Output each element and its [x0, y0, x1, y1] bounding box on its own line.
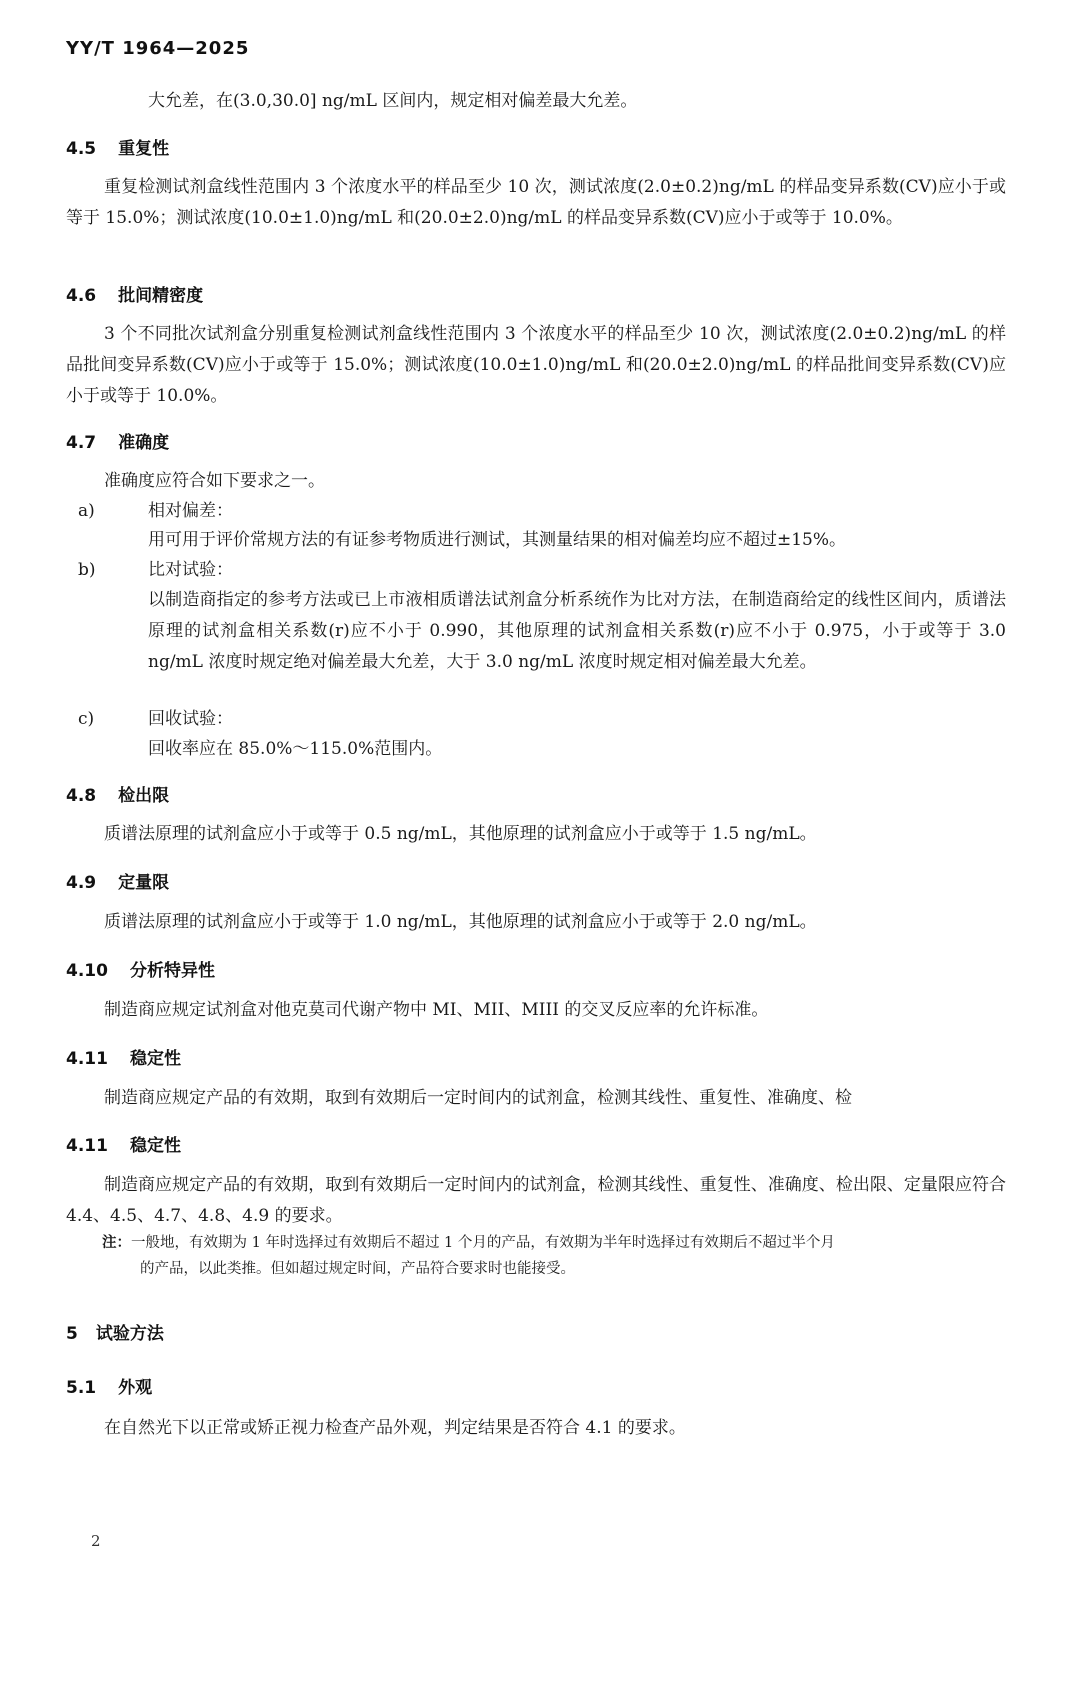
note-line-2: 的产品，以此类推。但如超过规定时间，产品符合要求时也能接受。: [140, 1261, 575, 1277]
section-number: 4.11: [66, 1136, 108, 1156]
section-body-4-11: 制造商应规定产品的有效期，取到有效期后一定时间内的试剂盒，检测其线性、重复性、准确度、检出限、定量限应符合 4.4、4.5、4.7、4.8、4.9 的要求。: [66, 1175, 1006, 1226]
section-number: 5: [66, 1324, 78, 1344]
section-body-4-9: 质谱法原理的试剂盒应小于或等于 1.0 ng/mL，其他原理的试剂盒应小于或等于 2.0 ng/mL。: [104, 912, 817, 932]
section-body-4-5: 重复检测试剂盒线性范围内 3 个浓度水平的样品至少 10 次，测试浓度(2.0±0.2)ng/mL 的样品变异系数(CV)应小于或等于 15.0%；测试浓度(10.0±1.0)ng/mL 和(20.0±2.0)ng/mL 的样品变异系数(CV)应小于或等于 10.0%。: [66, 177, 1006, 228]
section-heading-4-11: [66, 1044, 181, 1069]
list-item-b: [78, 555, 1006, 586]
section-title: 试验方法: [95, 1324, 164, 1344]
section-title: 定量限: [118, 873, 170, 893]
list-item-a: [78, 496, 1006, 527]
list-label: 回收试验：: [148, 709, 233, 729]
list-item-c: [78, 704, 1006, 735]
section-heading-4-7: [66, 428, 169, 453]
section-number: 4.10: [66, 961, 108, 981]
section-heading-4-8: [66, 781, 169, 806]
list-item-c-text: 回收率应在 85.0%～115.0%范围内。: [148, 739, 443, 759]
list-label: 比对试验：: [148, 560, 233, 580]
list-marker: c): [78, 709, 95, 729]
section-body-5-1: 在自然光下以正常或矫正视力检查产品外观，判定结果是否符合 4.1 的要求。: [104, 1418, 686, 1438]
section-heading-5-1: [66, 1373, 152, 1398]
accuracy-intro: 准确度应符合如下要求之一。: [104, 471, 325, 491]
section-body-4-8: 质谱法原理的试剂盒应小于或等于 0.5 ng/mL，其他原理的试剂盒应小于或等于 1.5 ng/mL。: [104, 824, 817, 844]
section-number: 4.9: [66, 873, 97, 893]
section-title: 外观: [118, 1378, 153, 1398]
section-number: 4.7: [66, 433, 97, 453]
note-line-1: 一般地，有效期为 1 年时选择过有效期后不超过 1 个月的产品，有效期为半年时选择过有效期后不超过半个月: [131, 1235, 835, 1251]
section-title: 分析特异性: [129, 961, 215, 981]
stability-note: [102, 1230, 1006, 1282]
list-label: 相对偏差：: [148, 501, 233, 521]
section-number: 4.5: [66, 139, 97, 159]
section-body-4-6: 3 个不同批次试剂盒分别重复检测试剂盒线性范围内 3 个浓度水平的样品至少 10 次，测试浓度(2.0±0.2)ng/mL 的样品批间变异系数(CV)应小于或等于 15.0%；测试浓度(10.0±1.0)ng/mL 和(20.0±2.0)ng/mL 的样品批间变异系数(CV)应小于或等于 10.0%。: [66, 324, 1006, 406]
document-code: YY/T 1964—2025: [66, 38, 250, 59]
section-title: 准确度: [118, 433, 170, 453]
section-title: 稳定性: [129, 1136, 181, 1156]
list-marker: a): [78, 501, 95, 521]
list-item-a-text: 用可用于评价常规方法的有证参考物质进行测试，其测量结果的相对偏差均应不超过±15%。: [148, 530, 847, 550]
section-title: 检出限: [118, 786, 170, 806]
chapter-heading-5: [66, 1319, 164, 1344]
section-body-4-10: 制造商应规定试剂盒对他克莫司代谢产物中 MI、MII、MIII 的交叉反应率的允许标准。: [104, 1000, 769, 1020]
section-title: 重复性: [118, 139, 170, 159]
section-heading-4-6: [66, 281, 203, 306]
section-number: 4.11: [66, 1049, 108, 1069]
section-heading-4-5: [66, 134, 169, 159]
note-label: 注：: [102, 1235, 131, 1251]
list-item-b-text: 以制造商指定的参考方法或已上市液相质谱法试剂盒分析系统作为比对方法，在制造商给定的线性区间内，质谱法原理的试剂盒相关系数(r)应不小于 0.990，其他原理的试剂盒相关系数(r)应不小于 0.975，小于或等于 3.0 ng/mL 浓度时规定绝对偏差最大允差，大于 3.0 ng/mL 浓度时规定相对偏差最大允差。: [148, 590, 1006, 672]
page-number: 2: [91, 1532, 101, 1550]
section-body-4-11-truncated: 制造商应规定产品的有效期，取到有效期后一定时间内的试剂盒，检测其线性、重复性、准确度、检: [104, 1088, 852, 1108]
section-title: 批间精密度: [118, 286, 204, 306]
section-number: 4.8: [66, 786, 97, 806]
section-number: 5.1: [66, 1378, 97, 1398]
section-heading-4-10: [66, 956, 215, 981]
continued-paragraph: 大允差，在(3.0,30.0] ng/mL 区间内，规定相对偏差最大允差。: [148, 91, 638, 111]
section-title: 稳定性: [129, 1049, 181, 1069]
section-heading-4-9: [66, 868, 169, 893]
section-heading-4-11-repeat: [66, 1131, 181, 1156]
section-number: 4.6: [66, 286, 97, 306]
list-marker: b): [78, 560, 96, 580]
